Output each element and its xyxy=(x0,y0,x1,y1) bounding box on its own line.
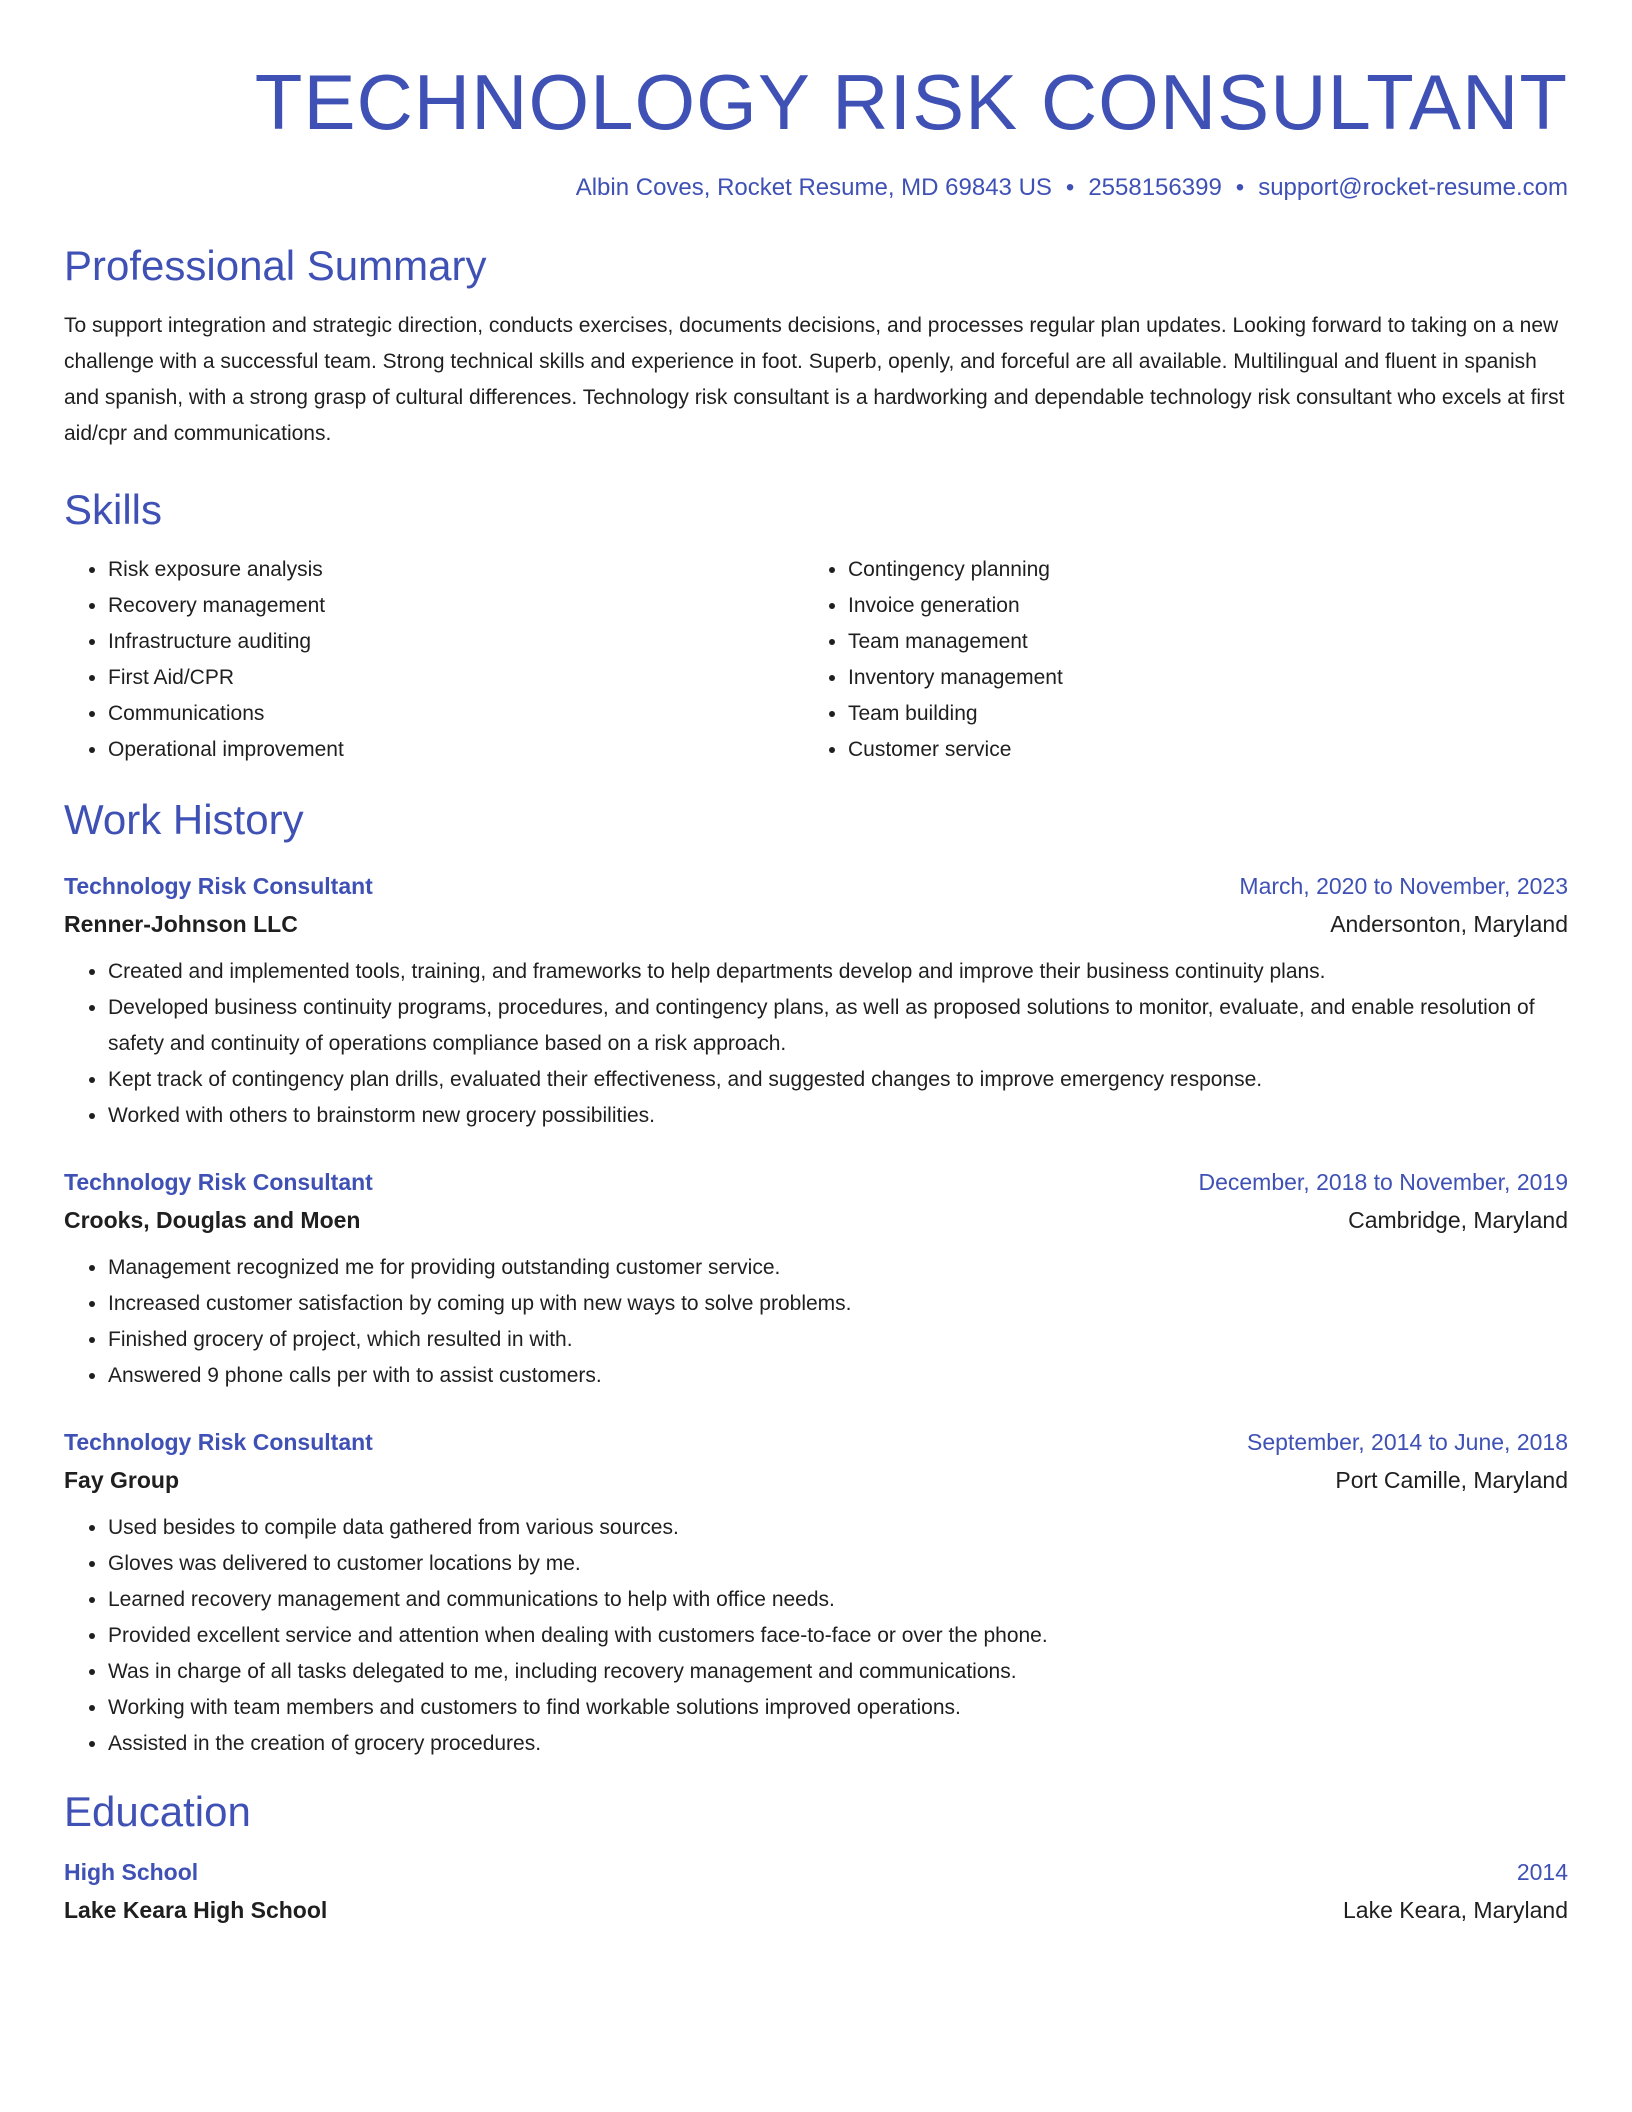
job-company-row xyxy=(64,904,1568,944)
education-header-row xyxy=(64,1854,1568,1890)
skill-item: • First Aid/CPR xyxy=(108,660,804,696)
job-role: Technology Risk Consultant xyxy=(64,873,373,899)
contact-phone: 2558156399 xyxy=(1088,174,1222,201)
skill-item: • Infrastructure auditing xyxy=(108,624,804,660)
contact-email[interactable]: support@rocket-resume.com xyxy=(1258,174,1568,201)
skill-item: • Recovery management xyxy=(108,588,804,624)
job-bullet: • Gloves was delivered to customer locations by me. xyxy=(108,1546,1568,1582)
job-bullet: • Kept track of contingency plan drills, evaluated their effectiveness, and suggested changes to improve emergency response. xyxy=(108,1062,1568,1098)
contact-separator: • xyxy=(1235,174,1245,201)
job-bullet: • Worked with others to brainstorm new grocery possibilities. xyxy=(108,1098,1568,1134)
job-bullet: • Provided excellent service and attention when dealing with customers face-to-face or over the phone. xyxy=(108,1618,1568,1654)
summary-text: To support integration and strategic direction, conducts exercises, documents decisions, and processes regular plan updates. Looking forward to taking on a new challenge with a successful team. Strong technical skills and experience in foot. Superb, openly, and forceful are all available. Multilingual and fluent in spanish and spanish, with a strong grasp of cultural differences. Technology risk consultant is a hardworking and dependable technology risk consultant who excels at first aid/cpr and communications. xyxy=(64,314,1565,445)
contact-separator: • xyxy=(1065,174,1075,201)
job-company: Crooks, Douglas and Moen xyxy=(64,1207,361,1233)
section-title: Skills xyxy=(64,486,163,533)
job-header-row xyxy=(64,1424,1568,1460)
job-entry xyxy=(64,1164,1568,1394)
job-company-row xyxy=(64,1200,1568,1240)
skills-list-right xyxy=(804,552,1544,768)
skills-list-left xyxy=(64,552,804,768)
education-degree: High School xyxy=(64,1859,199,1885)
section-title: Education xyxy=(64,1788,251,1835)
job-role: Technology Risk Consultant xyxy=(64,1429,373,1455)
job-bullet: • Created and implemented tools, training, and frameworks to help departments develop and improve their business continuity plans. xyxy=(108,954,1568,990)
skill-item: • Invoice generation xyxy=(848,588,1544,624)
skill-item: • Team management xyxy=(848,624,1544,660)
job-bullets xyxy=(64,1510,1568,1762)
education-section xyxy=(64,1786,1568,1930)
job-header-row xyxy=(64,868,1568,904)
job-entry xyxy=(64,868,1568,1134)
job-bullet: • Management recognized me for providing outstanding customer service. xyxy=(108,1250,1568,1286)
skill-item: • Communications xyxy=(108,696,804,732)
job-dates: December, 2018 to November, 2019 xyxy=(1198,1169,1568,1195)
resume-header xyxy=(64,56,1568,204)
skill-item: • Team building xyxy=(848,696,1544,732)
job-entry xyxy=(64,1424,1568,1762)
job-company: Fay Group xyxy=(64,1467,180,1493)
candidate-title: TECHNOLOGY RISK CONSULTANT xyxy=(254,58,1568,146)
skill-item: • Contingency planning xyxy=(848,552,1544,588)
professional-summary-section xyxy=(64,240,1568,452)
job-bullet: • Working with team members and customers to find workable solutions improved operations. xyxy=(108,1690,1568,1726)
job-bullet: • Learned recovery management and communications to help with office needs. xyxy=(108,1582,1568,1618)
job-company-row xyxy=(64,1460,1568,1500)
job-role: Technology Risk Consultant xyxy=(64,1169,373,1195)
skill-item: • Customer service xyxy=(848,732,1544,768)
job-header-row xyxy=(64,1164,1568,1200)
skills-columns xyxy=(64,552,1568,768)
section-title: Work History xyxy=(64,796,304,843)
job-location: Port Camille, Maryland xyxy=(1335,1467,1568,1493)
education-year: 2014 xyxy=(1516,1859,1568,1885)
job-bullet: • Was in charge of all tasks delegated to me, including recovery management and communications. xyxy=(108,1654,1568,1690)
job-bullet: • Assisted in the creation of grocery procedures. xyxy=(108,1726,1568,1762)
skill-item: • Risk exposure analysis xyxy=(108,552,804,588)
job-location: Cambridge, Maryland xyxy=(1348,1207,1568,1233)
job-bullet: • Developed business continuity programs, procedures, and contingency plans, as well as proposed solutions to monitor, evaluate, and enable resolution of safety and continuity of operations compliance based on a risk approach. xyxy=(108,990,1568,1062)
job-bullet: • Answered 9 phone calls per with to assist customers. xyxy=(108,1358,1568,1394)
job-bullet: • Used besides to compile data gathered from various sources. xyxy=(108,1510,1568,1546)
job-bullet: • Increased customer satisfaction by coming up with new ways to solve problems. xyxy=(108,1286,1568,1322)
job-bullet: • Finished grocery of project, which resulted in with. xyxy=(108,1322,1568,1358)
job-company: Renner-Johnson LLC xyxy=(64,911,298,937)
job-dates: September, 2014 to June, 2018 xyxy=(1247,1429,1568,1455)
skills-section xyxy=(64,484,1568,768)
contact-line xyxy=(64,172,1568,204)
education-location: Lake Keara, Maryland xyxy=(1342,1897,1568,1923)
job-location: Andersonton, Maryland xyxy=(1330,911,1568,937)
skill-item: • Inventory management xyxy=(848,660,1544,696)
job-bullets xyxy=(64,954,1568,1134)
job-dates: March, 2020 to November, 2023 xyxy=(1239,873,1568,899)
education-school-row xyxy=(64,1890,1568,1930)
education-entry xyxy=(64,1854,1568,1930)
job-bullets xyxy=(64,1250,1568,1394)
contact-address: Albin Coves, Rocket Resume, MD 69843 US xyxy=(575,174,1052,201)
work-history-section xyxy=(64,794,1568,1762)
education-school: Lake Keara High School xyxy=(64,1897,328,1923)
skill-item: • Operational improvement xyxy=(108,732,804,768)
section-title: Professional Summary xyxy=(64,242,487,289)
